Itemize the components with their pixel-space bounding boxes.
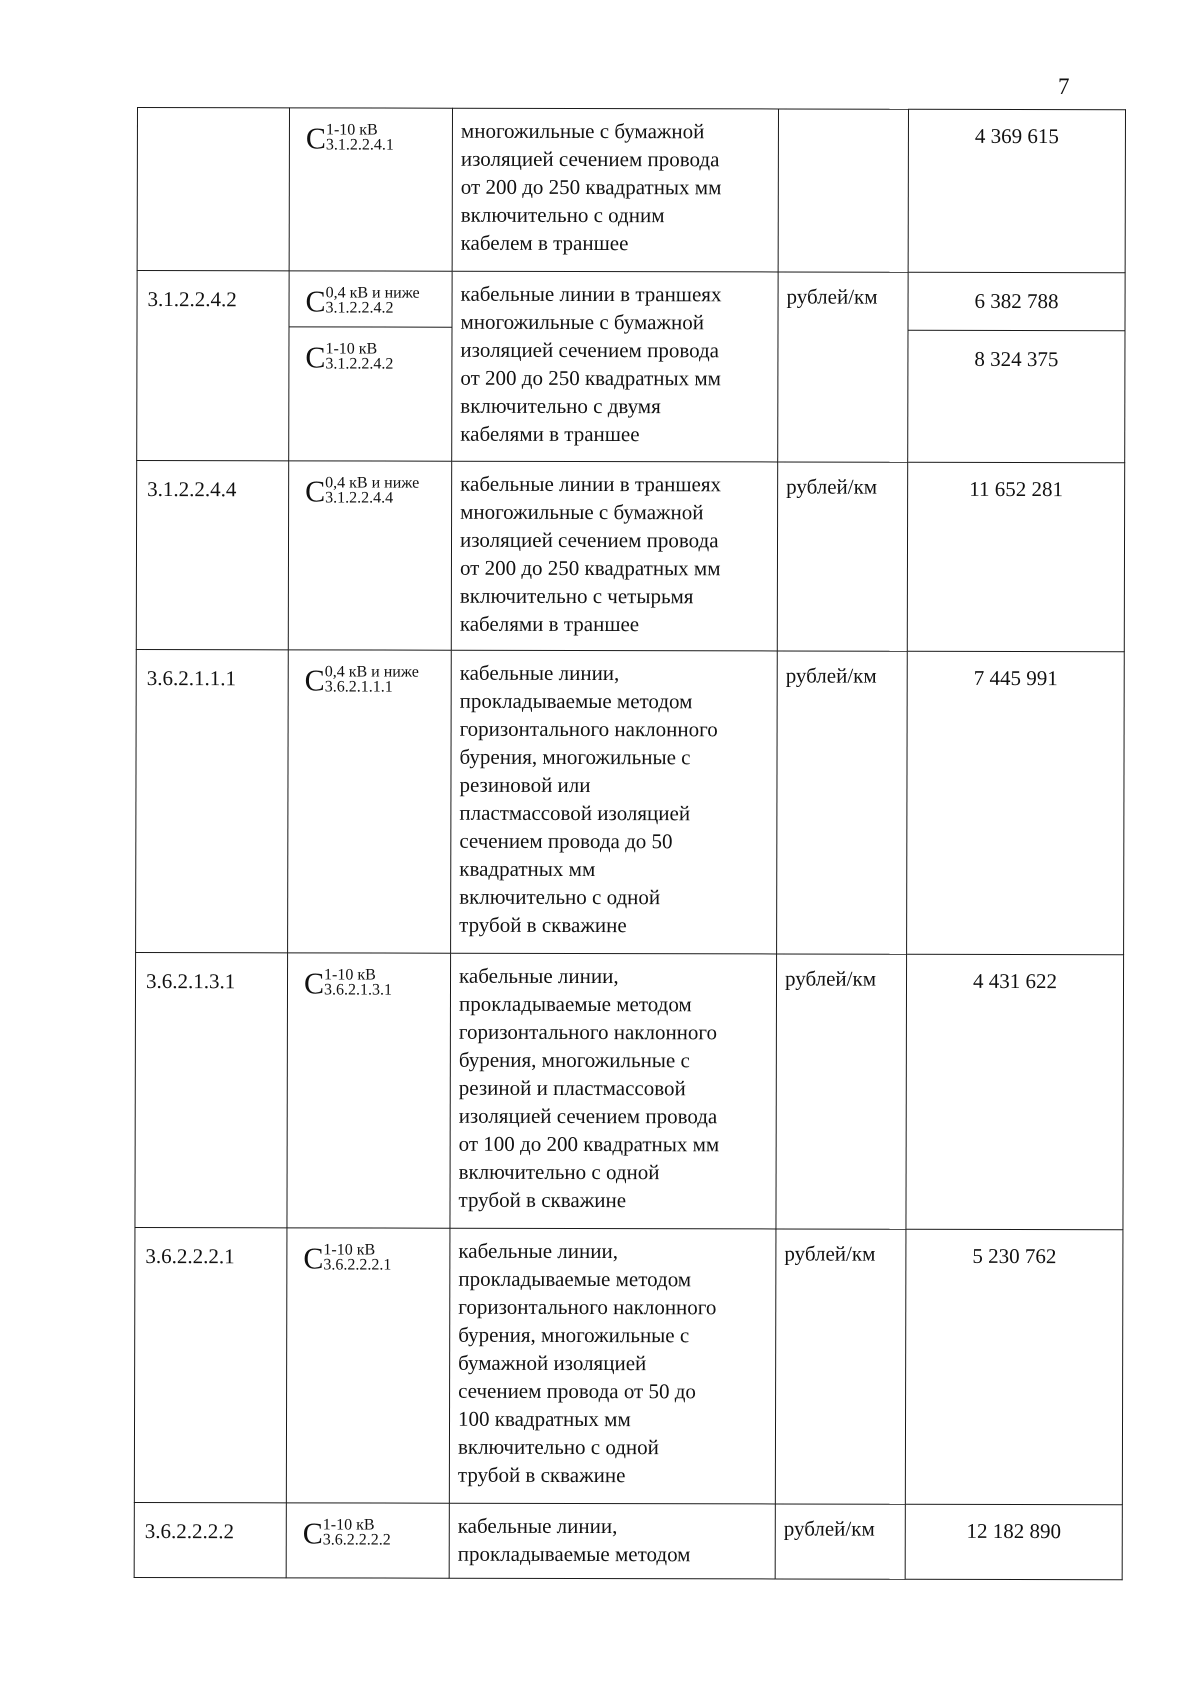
table-row [136,649,1125,954]
symbol-subcell [290,271,452,327]
table-row [137,271,1125,463]
description-cell: кабельные линии, прокладываемые методом горизонтального наклонного бурения, многожильные с резиной и пластмассовой изоляцией сечением провода от 100 до 200 квадратных мм включительно с одной трубой в скважине [450,953,777,1229]
code-cell: 3.6.2.2.2.1 [134,1227,287,1502]
value-subcell: 8 324 375 [974,346,1059,372]
code-cell: 3.1.2.2.4.4 [136,461,288,650]
description-cell: кабельные линии в траншеях многожильные с бумажной изоляцией сечением провода от 200 до 250 квадратных мм включительно с четырьмя кабелями в траншее [451,461,777,651]
value-subcell: 6 382 788 [908,273,1124,331]
code-cell: 3.6.2.2.2.2 [134,1502,286,1577]
code-cell [137,108,289,271]
rate-symbol: C 0,4 кВ и ниже 3.6.2.1.1.1 [304,663,419,698]
table-row [136,461,1124,652]
unit-cell [778,109,908,272]
description-cell: кабельные линии в траншеях многожильные с бумажной изоляцией сечением провода от 200 до 250 квадратных мм включительно с двумя кабелями в траншее [452,271,778,462]
symbol-cell [288,650,452,953]
table-row [134,1227,1123,1504]
description-cell: кабельные линии, прокладываемые методом [449,1503,775,1579]
symbol-cell [289,271,452,461]
unit-cell: рублей/км [775,1504,905,1579]
rate-symbol: C 0,4 кВ и ниже 3.1.2.2.4.2 [305,284,420,319]
unit-cell: рублей/км [776,954,907,1229]
table-row [137,108,1125,273]
rate-symbol: C 1-10 кВ 3.1.2.2.4.1 [305,121,394,156]
value-cell: 4 369 615 [908,109,1125,272]
description-cell: кабельные линии, прокладываемые методом горизонтального наклонного бурения, многожильные с резиновой или пластмассовой изоляцией сечением провода до 50 квадратных мм включительно с одной трубой в скважине [451,650,778,954]
rate-symbol: C 1-10 кВ 3.6.2.1.3.1 [303,966,393,1001]
symbol-cell [286,1503,449,1578]
page-number: 7 [1058,74,1070,99]
symbol-subcell [289,327,451,377]
value-cell: 4 431 622 [906,954,1124,1229]
symbol-cell [288,461,451,650]
value-cell: 11 652 281 [907,462,1124,651]
table-row [135,952,1124,1229]
symbol-cell [286,1228,450,1503]
code-cell: 3.6.2.1.1.1 [136,649,289,952]
value-cell: 7 445 991 [907,651,1125,954]
description-cell: кабельные линии, прокладываемые методом горизонтального наклонного бурения, многожильные с бумажной изоляцией сечением провода от 50 до 100 квадратных мм включительно с одной трубой в скважине [449,1228,776,1504]
value-cell: 12 182 890 [905,1504,1122,1579]
unit-cell: рублей/км [777,462,907,651]
table-row [134,1502,1122,1579]
description-cell: многожильные с бумажной изоляцией сечением провода от 200 до 250 квадратных мм включительно с одним кабелем в траншее [452,108,778,272]
rate-symbol: C 1-10 кВ 3.6.2.2.2.1 [303,1241,392,1276]
code-cell: 3.1.2.2.4.2 [137,271,289,461]
unit-cell: рублей/км [777,651,908,954]
unit-cell: рублей/км [775,1229,906,1504]
code-cell: 3.6.2.1.3.1 [135,952,288,1227]
symbol-cell [287,953,451,1228]
rate-symbol: C 1-10 кВ 3.6.2.2.2.2 [302,1516,391,1551]
value-cell [908,272,1125,462]
unit-cell: рублей/км [778,272,908,462]
rate-symbol: C 0,4 кВ и ниже 3.1.2.2.4.4 [305,474,420,509]
rate-symbol: C 1-10 кВ 3.1.2.2.4.2 [305,340,394,375]
value-cell: 5 230 762 [905,1229,1123,1504]
rates-table [134,107,1126,1580]
symbol-cell [289,108,452,271]
